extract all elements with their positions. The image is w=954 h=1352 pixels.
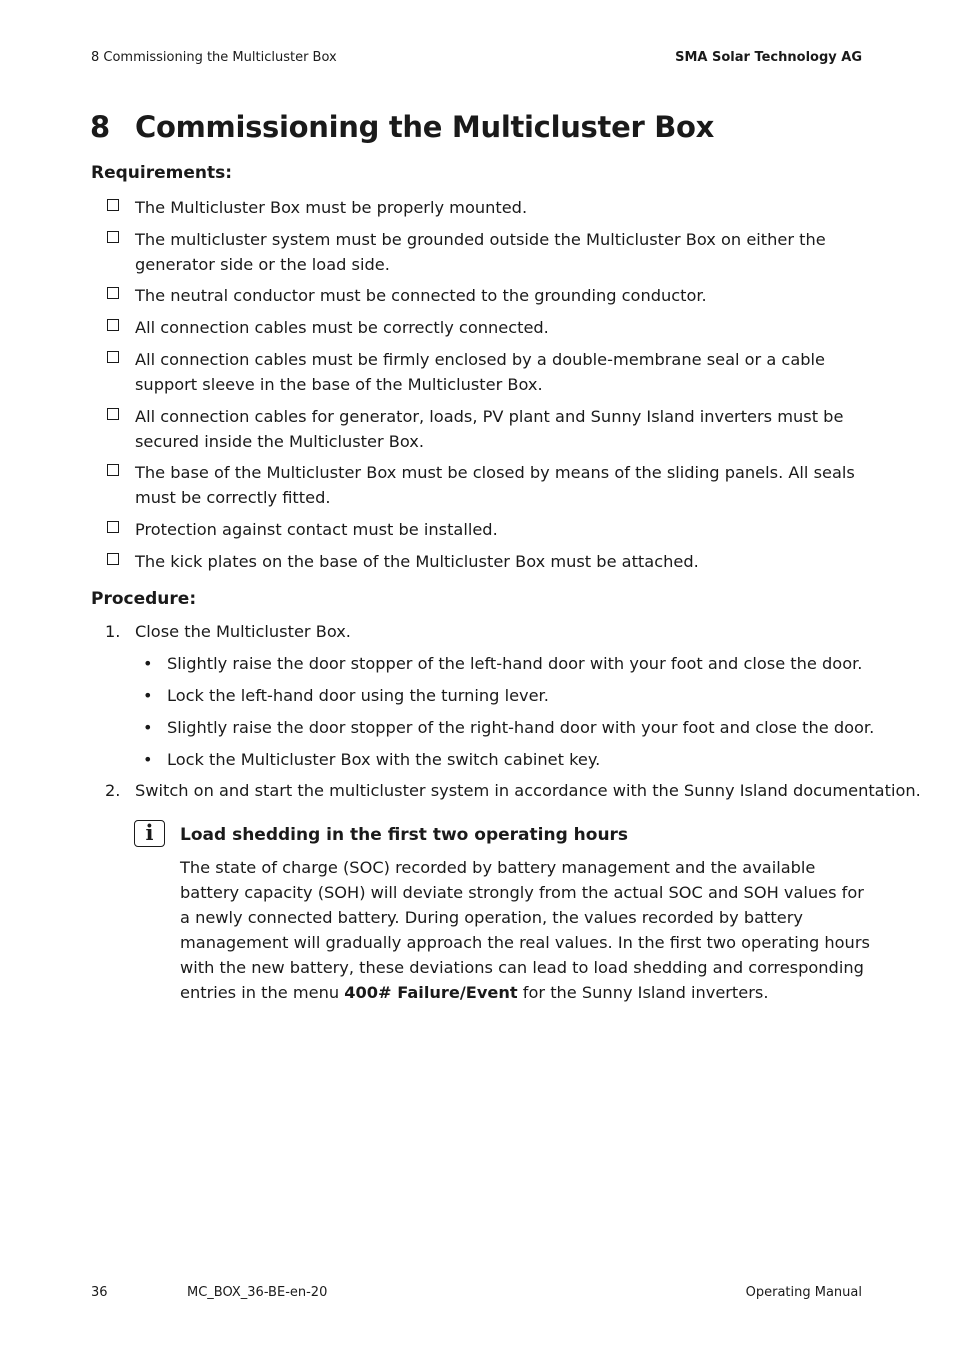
checkbox-icon <box>107 464 119 476</box>
requirement-item: All connection cables must be firmly enclosed by a double-membrane seal or a cable support sleeve in the base of the Multicluster Box. <box>135 350 825 394</box>
procedure-heading: Procedure: <box>91 589 197 609</box>
requirement-item: All connection cables for generator, loads, PV plant and Sunny Island inverters must be secured inside the Multicluster Box. <box>135 407 844 451</box>
step-number: 1. <box>105 622 121 641</box>
bullet-icon: • <box>143 686 153 705</box>
running-header-company: SMA Solar Technology AG <box>675 50 862 65</box>
checkbox-icon <box>107 319 119 331</box>
requirement-item: All connection cables must be correctly connected. <box>135 318 549 337</box>
bullet-icon: • <box>143 718 153 737</box>
step-text: Close the Multicluster Box. <box>135 622 351 641</box>
bullet-icon: • <box>143 750 153 769</box>
checkbox-icon <box>107 521 119 533</box>
sub-step: Lock the Multicluster Box with the switch cabinet key. <box>167 750 601 769</box>
chapter-number: 8 <box>90 110 110 144</box>
checkbox-icon <box>107 351 119 363</box>
info-body <box>180 855 870 1005</box>
checkbox-icon <box>107 408 119 420</box>
running-header-section: 8 Commissioning the Multicluster Box <box>91 50 337 65</box>
document-code: MC_BOX_36-BE-en-20 <box>187 1285 328 1300</box>
info-body-text-end: for the Sunny Island inverters. <box>517 983 769 1002</box>
checkbox-icon <box>107 231 119 243</box>
checkbox-icon <box>107 553 119 565</box>
requirements-heading: Requirements: <box>91 163 233 183</box>
document-type: Operating Manual <box>745 1285 862 1300</box>
menu-reference: 400# Failure/Event <box>344 983 518 1002</box>
chapter-title: Commissioning the Multicluster Box <box>135 110 715 144</box>
page-title <box>90 110 714 144</box>
requirement-item: The neutral conductor must be connected to the grounding conductor. <box>135 286 707 305</box>
checkbox-icon <box>107 199 119 211</box>
info-icon: i <box>134 820 165 847</box>
sub-step: Slightly raise the door stopper of the left-hand door with your foot and close the door. <box>167 654 863 673</box>
step-text: Switch on and start the multicluster system in accordance with the Sunny Island documentation. <box>135 781 921 800</box>
info-title: Load shedding in the first two operating hours <box>180 825 629 845</box>
step-number: 2. <box>105 781 121 800</box>
info-body-text: The state of charge (SOC) recorded by battery management and the available battery capacity (SOH) will deviate strongly from the actual SOC and SOH values for a newly connected battery. During operation, the values recorded by battery management will gradually approach the real values. In the first two operating hours with the new battery, these deviations can lead to load shedding and corresponding entries in the menu <box>180 858 870 1002</box>
requirement-item: The Multicluster Box must be properly mounted. <box>135 198 528 217</box>
checkbox-icon <box>107 287 119 299</box>
requirement-item: Protection against contact must be installed. <box>135 520 498 539</box>
requirement-item: The multicluster system must be grounded outside the Multicluster Box on either the generator side or the load side. <box>135 230 826 274</box>
bullet-icon: • <box>143 654 153 673</box>
requirement-item: The kick plates on the base of the Multicluster Box must be attached. <box>135 552 699 571</box>
sub-step: Slightly raise the door stopper of the right-hand door with your foot and close the door. <box>167 718 875 737</box>
requirement-item: The base of the Multicluster Box must be closed by means of the sliding panels. All seals must be correctly fitted. <box>135 463 855 507</box>
sub-step: Lock the left-hand door using the turning lever. <box>167 686 549 705</box>
page-number: 36 <box>91 1285 108 1300</box>
